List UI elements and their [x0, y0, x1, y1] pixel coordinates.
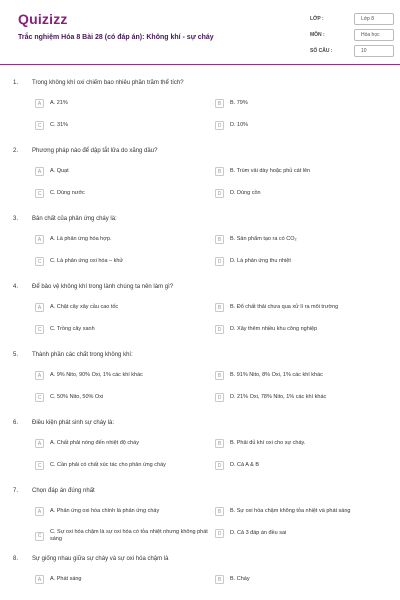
answer-option[interactable] [35, 303, 210, 312]
answer-option[interactable] [35, 529, 210, 543]
answer-option[interactable] [35, 189, 210, 198]
option-text: A. 21% [50, 99, 68, 106]
option-letter-badge: A [35, 507, 44, 516]
worksheet-header [0, 0, 400, 62]
answer-option[interactable] [215, 529, 390, 538]
option-text: B. 91% Nito, 8% Oxi, 1% các khí khác [230, 371, 323, 378]
option-text: B. Phải đủ khí oxi cho sự cháy. [230, 439, 306, 446]
page-title: Trắc nghiệm Hóa 8 Bài 28 (có đáp án): Không khí - sự cháy [18, 34, 214, 41]
question-item [0, 553, 400, 600]
option-text: C. Trồng cây xanh [50, 325, 95, 332]
question-number: 2. [13, 148, 19, 154]
question-item [0, 145, 400, 213]
option-letter-badge: B [215, 507, 224, 516]
option-text: D. Dùng cồn [230, 189, 261, 196]
option-text: C. Là phản ứng oxi hóa – khử [50, 257, 124, 264]
meta-label: LỚP : [310, 16, 324, 22]
question-text: Trong không khí oxi chiếm bao nhiêu phần trăm thể tích? [32, 80, 184, 86]
question-item [0, 77, 400, 145]
meta-row-subject [310, 27, 394, 43]
option-text: D. Cả 3 đáp án đều sai [230, 529, 287, 536]
option-letter-badge: C [35, 257, 44, 266]
option-letter-badge: C [35, 189, 44, 198]
answer-option[interactable] [215, 235, 390, 244]
option-text: B. Đổ chất thải chưa qua xử lí ra môi trường [230, 303, 339, 310]
option-letter-badge: B [215, 303, 224, 312]
answer-option[interactable] [215, 167, 390, 176]
option-text: A. 9% Nito, 90% Oxi, 1% các khí khác [50, 371, 143, 378]
question-number: 8. [13, 556, 19, 562]
option-letter-badge: D [215, 461, 224, 470]
option-letter-badge: D [215, 121, 224, 130]
question-item [0, 213, 400, 281]
option-text: B. Cháy [230, 575, 250, 582]
answer-option[interactable] [215, 257, 390, 266]
option-letter-badge: A [35, 99, 44, 108]
option-letter-badge: D [215, 189, 224, 198]
option-text: D. 10% [230, 121, 249, 128]
quizizz-logo: Quizizz [18, 11, 68, 27]
option-text: C. Cần phải có chất xúc tác cho phản ứng cháy [50, 461, 166, 468]
meta-label: MÔN : [310, 32, 325, 38]
option-letter-badge: B [215, 439, 224, 448]
answer-option[interactable] [215, 393, 390, 402]
answer-option[interactable] [215, 303, 390, 312]
option-letter-badge: C [35, 532, 44, 541]
option-text: B. Trùm vải dày hoặc phủ cát lên [230, 167, 311, 174]
option-letter-badge: B [215, 99, 224, 108]
answer-option[interactable] [35, 167, 210, 176]
option-letter-badge: C [35, 393, 44, 402]
option-letter-badge: A [35, 235, 44, 244]
question-item [0, 281, 400, 349]
option-text: D. Cả A & B [230, 461, 260, 468]
option-text: A. Chặt cây xây cầu cao tốc [50, 303, 119, 310]
question-number: 6. [13, 420, 19, 426]
option-letter-badge: D [215, 257, 224, 266]
question-text: Điều kiện phát sinh sự cháy là: [32, 420, 115, 426]
option-text: C. 31% [50, 121, 69, 128]
question-item [0, 349, 400, 417]
option-text: A. Phát sáng [50, 575, 82, 582]
option-text: B. 79% [230, 99, 248, 106]
option-text: B. Sản phẩm tạo ra có CO₂ [230, 235, 297, 242]
meta-box [310, 11, 394, 59]
option-text: D. Là phản ứng thu nhiệt [230, 257, 291, 264]
option-text: B. Sự oxi hóa chậm không tỏa nhiệt và phát sáng [230, 507, 351, 514]
question-text: Thành phần các chất trong không khí: [32, 352, 133, 358]
option-text: C. 50% Nito, 50% Oxi [50, 393, 104, 400]
answer-option[interactable] [35, 371, 210, 380]
option-letter-badge: C [35, 325, 44, 334]
question-number: 1. [13, 80, 19, 86]
meta-row-question-count [310, 43, 394, 59]
option-letter-badge: A [35, 167, 44, 176]
answer-option[interactable] [215, 371, 390, 380]
option-letter-badge: C [35, 121, 44, 130]
option-letter-badge: B [215, 235, 224, 244]
answer-option[interactable] [35, 325, 210, 334]
option-text: A. Phản ứng oxi hóa chính là phản ứng cháy [50, 507, 160, 514]
header-divider [0, 64, 400, 65]
answer-option[interactable] [35, 235, 210, 244]
answer-option[interactable] [35, 575, 210, 584]
answer-option[interactable] [215, 325, 390, 334]
meta-value: Lớp 8 [354, 13, 394, 25]
option-letter-badge: A [35, 371, 44, 380]
answer-option[interactable] [215, 461, 390, 470]
option-text: D. Xây thêm nhiều khu công nghiệp [230, 325, 318, 332]
question-item [0, 485, 400, 553]
option-letter-badge: B [215, 371, 224, 380]
option-text: A. Là phản ứng hóa hợp. [50, 235, 112, 242]
answer-option[interactable] [35, 507, 210, 516]
option-letter-badge: B [215, 575, 224, 584]
question-item [0, 417, 400, 485]
answer-option[interactable] [35, 393, 210, 402]
option-letter-badge: B [215, 167, 224, 176]
option-text: D. 21% Oxi, 78% Nito, 1% các khí khác [230, 393, 327, 400]
meta-row-class [310, 11, 394, 27]
question-text: Bản chất của phản ứng cháy là: [32, 216, 117, 222]
meta-value: Hóa học [354, 29, 394, 41]
option-letter-badge: D [215, 529, 224, 538]
question-text: Để bảo vệ không khí trong lành chúng ta nên làm gì? [32, 284, 174, 290]
option-text: A. Quạt [50, 167, 69, 174]
option-letter-badge: C [35, 461, 44, 470]
option-letter-badge: A [35, 303, 44, 312]
option-letter-badge: A [35, 575, 44, 584]
answer-option[interactable] [35, 121, 210, 130]
answer-option[interactable] [215, 189, 390, 198]
option-letter-badge: D [215, 325, 224, 334]
answer-option[interactable] [35, 461, 210, 470]
question-list [0, 77, 400, 600]
question-number: 4. [13, 284, 19, 290]
answer-option[interactable] [215, 439, 390, 448]
meta-value: 10 [354, 45, 394, 57]
answer-option[interactable] [35, 99, 210, 108]
question-text: Sự giống nhau giữa sự cháy và sự oxi hóa chậm là [32, 556, 169, 562]
question-number: 3. [13, 216, 19, 222]
meta-label: SỐ CÂU : [310, 48, 333, 54]
option-text: C. Sự oxi hóa chậm là sự oxi hóa có tỏa nhiệt nhưng không phát sáng [50, 529, 208, 543]
question-text: Chọn đáp án đúng nhất [32, 488, 95, 494]
option-letter-badge: D [215, 393, 224, 402]
question-number: 5. [13, 352, 19, 358]
answer-option[interactable] [215, 575, 390, 584]
answer-option[interactable] [35, 257, 210, 266]
question-number: 7. [13, 488, 19, 494]
option-text: A. Chất phải nóng đến nhiệt độ cháy [50, 439, 139, 446]
answer-option[interactable] [215, 507, 390, 516]
option-text: C. Dùng nước [50, 189, 85, 196]
answer-option[interactable] [215, 121, 390, 130]
option-letter-badge: A [35, 439, 44, 448]
question-text: Phương pháp nào để dập tắt lửa do xăng dầu? [32, 148, 158, 154]
answer-option[interactable] [35, 439, 210, 448]
answer-option[interactable] [215, 99, 390, 108]
